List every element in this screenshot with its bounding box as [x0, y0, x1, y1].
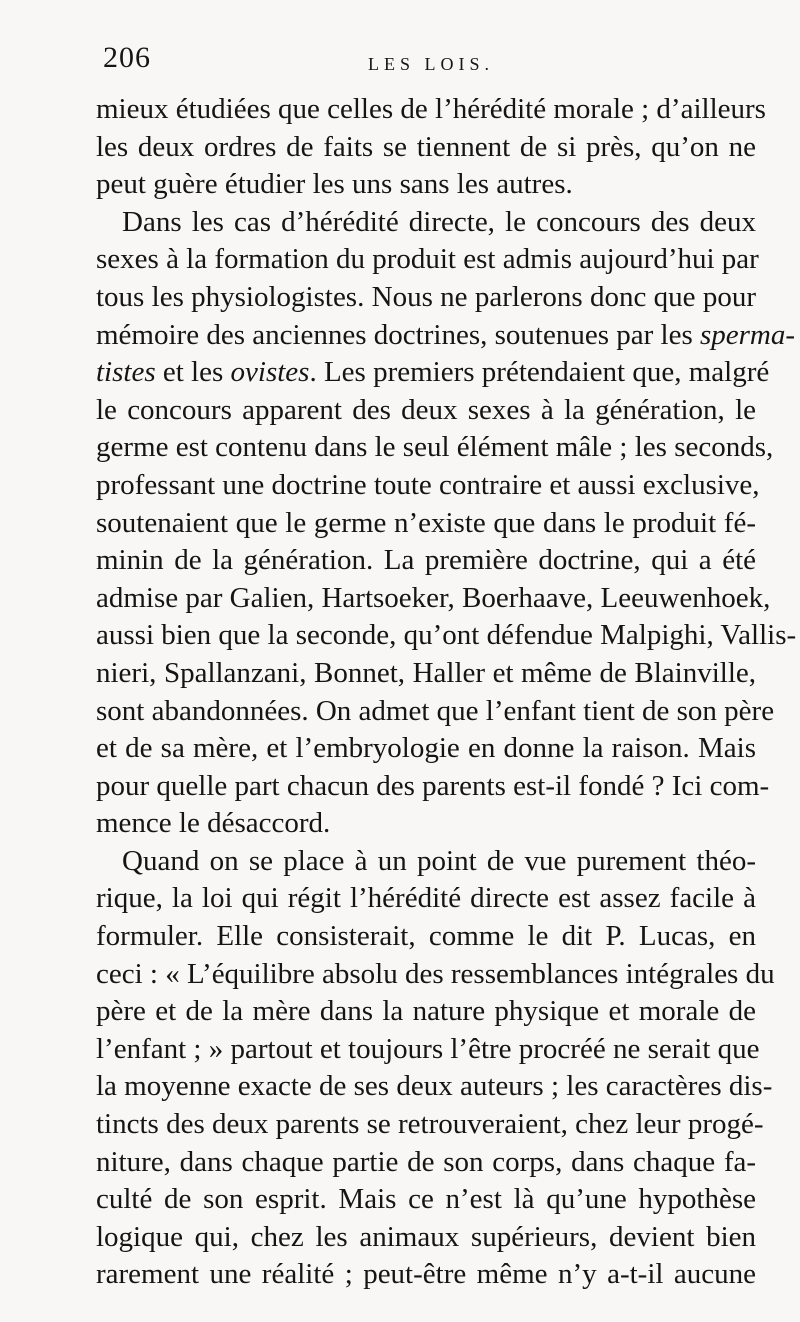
- text-line: peut guère étudier les uns sans les autres.: [96, 168, 573, 201]
- page-number: 206: [103, 41, 151, 74]
- text-line: mieux étudiées que celles de l’hérédité morale ; d’ailleurs: [96, 93, 766, 125]
- text-line: minin de la génération. La première doctrine, qui a été: [96, 544, 756, 577]
- paragraph-2: [96, 204, 797, 843]
- text-line: la moyenne exacte de ses deux auteurs ; les caractères dis-: [96, 1070, 773, 1103]
- text-line: le concours apparent des deux sexes à la génération, le: [96, 393, 756, 426]
- text-line: Dans les cas d’hérédité directe, le concours des deux: [122, 205, 756, 238]
- text-segment: mémoire des anciennes doctrines, soutenues par les: [96, 318, 700, 351]
- text-line-with-italic: [96, 354, 770, 392]
- text-line: niture, dans chaque partie de son corps, dans chaque fa-: [96, 1145, 756, 1178]
- text-line-with-italic: [96, 317, 796, 355]
- text-line: rique, la loi qui régit l’hérédité directe est assez facile à: [96, 882, 756, 915]
- text-line: les deux ordres de faits se tiennent de si près, qu’on ne: [96, 130, 756, 163]
- text-line: professant une doctrine toute contraire et aussi exclusive,: [96, 468, 760, 501]
- text-segment: et les: [155, 356, 231, 389]
- text-line: rarement une réalité ; peut-être même n’y a-t-il aucune: [96, 1258, 756, 1291]
- body-text: [96, 91, 797, 1294]
- text-line: tous les physiologistes. Nous ne parlerons donc que pour: [96, 280, 756, 313]
- text-line: formuler. Elle consisterait, comme le dit P. Lucas, en: [96, 920, 756, 953]
- italic-term: ovistes: [230, 356, 310, 389]
- italic-term: tistes: [96, 356, 156, 389]
- text-line: sexes à la formation du produit est admis aujourd’hui par: [96, 243, 759, 276]
- text-line: Quand on se place à un point de vue purement théo-: [122, 844, 756, 877]
- text-line: culté de son esprit. Mais ce n’est là qu’une hypothèse: [96, 1183, 756, 1216]
- text-line: germe est contenu dans le seul élément mâle ; les seconds,: [96, 431, 774, 464]
- paragraph-3: [96, 843, 775, 1294]
- text-line: père et de la mère dans la nature physique et morale de: [96, 995, 756, 1028]
- text-line: ceci : « L’équilibre absolu des ressemblances intégrales du: [96, 957, 775, 990]
- text-line: l’enfant ; » partout et toujours l’être procréé ne serait que: [96, 1032, 760, 1065]
- running-title: LES LOIS.: [368, 54, 494, 74]
- text-line: soutenaient que le germe n’existe que dans le produit fé-: [96, 506, 756, 539]
- paragraph-1: [96, 91, 766, 204]
- text-line: pour quelle part chacun des parents est-il fondé ? Ici com-: [96, 769, 770, 802]
- italic-term: sperma-: [699, 318, 796, 351]
- text-line: aussi bien que la seconde, qu’ont défendue Malpighi, Vallis-: [96, 619, 797, 652]
- text-line: et de sa mère, et l’embryologie en donne la raison. Mais: [96, 732, 756, 765]
- text-segment: . Les premiers prétendaient que, malgré: [309, 356, 770, 389]
- text-line: logique qui, chez les animaux supérieurs, devient bien: [96, 1220, 756, 1253]
- text-line: mence le désaccord.: [96, 807, 331, 840]
- text-line: tincts des deux parents se retrouveraient, chez leur progé-: [96, 1108, 764, 1141]
- text-line: nieri, Spallanzani, Bonnet, Haller et même de Blainville,: [96, 656, 756, 689]
- text-line: sont abandonnées. On admet que l’enfant tient de son père: [96, 694, 775, 727]
- text-line: admise par Galien, Hartsoeker, Boerhaave, Leeuwenhoek,: [96, 581, 771, 614]
